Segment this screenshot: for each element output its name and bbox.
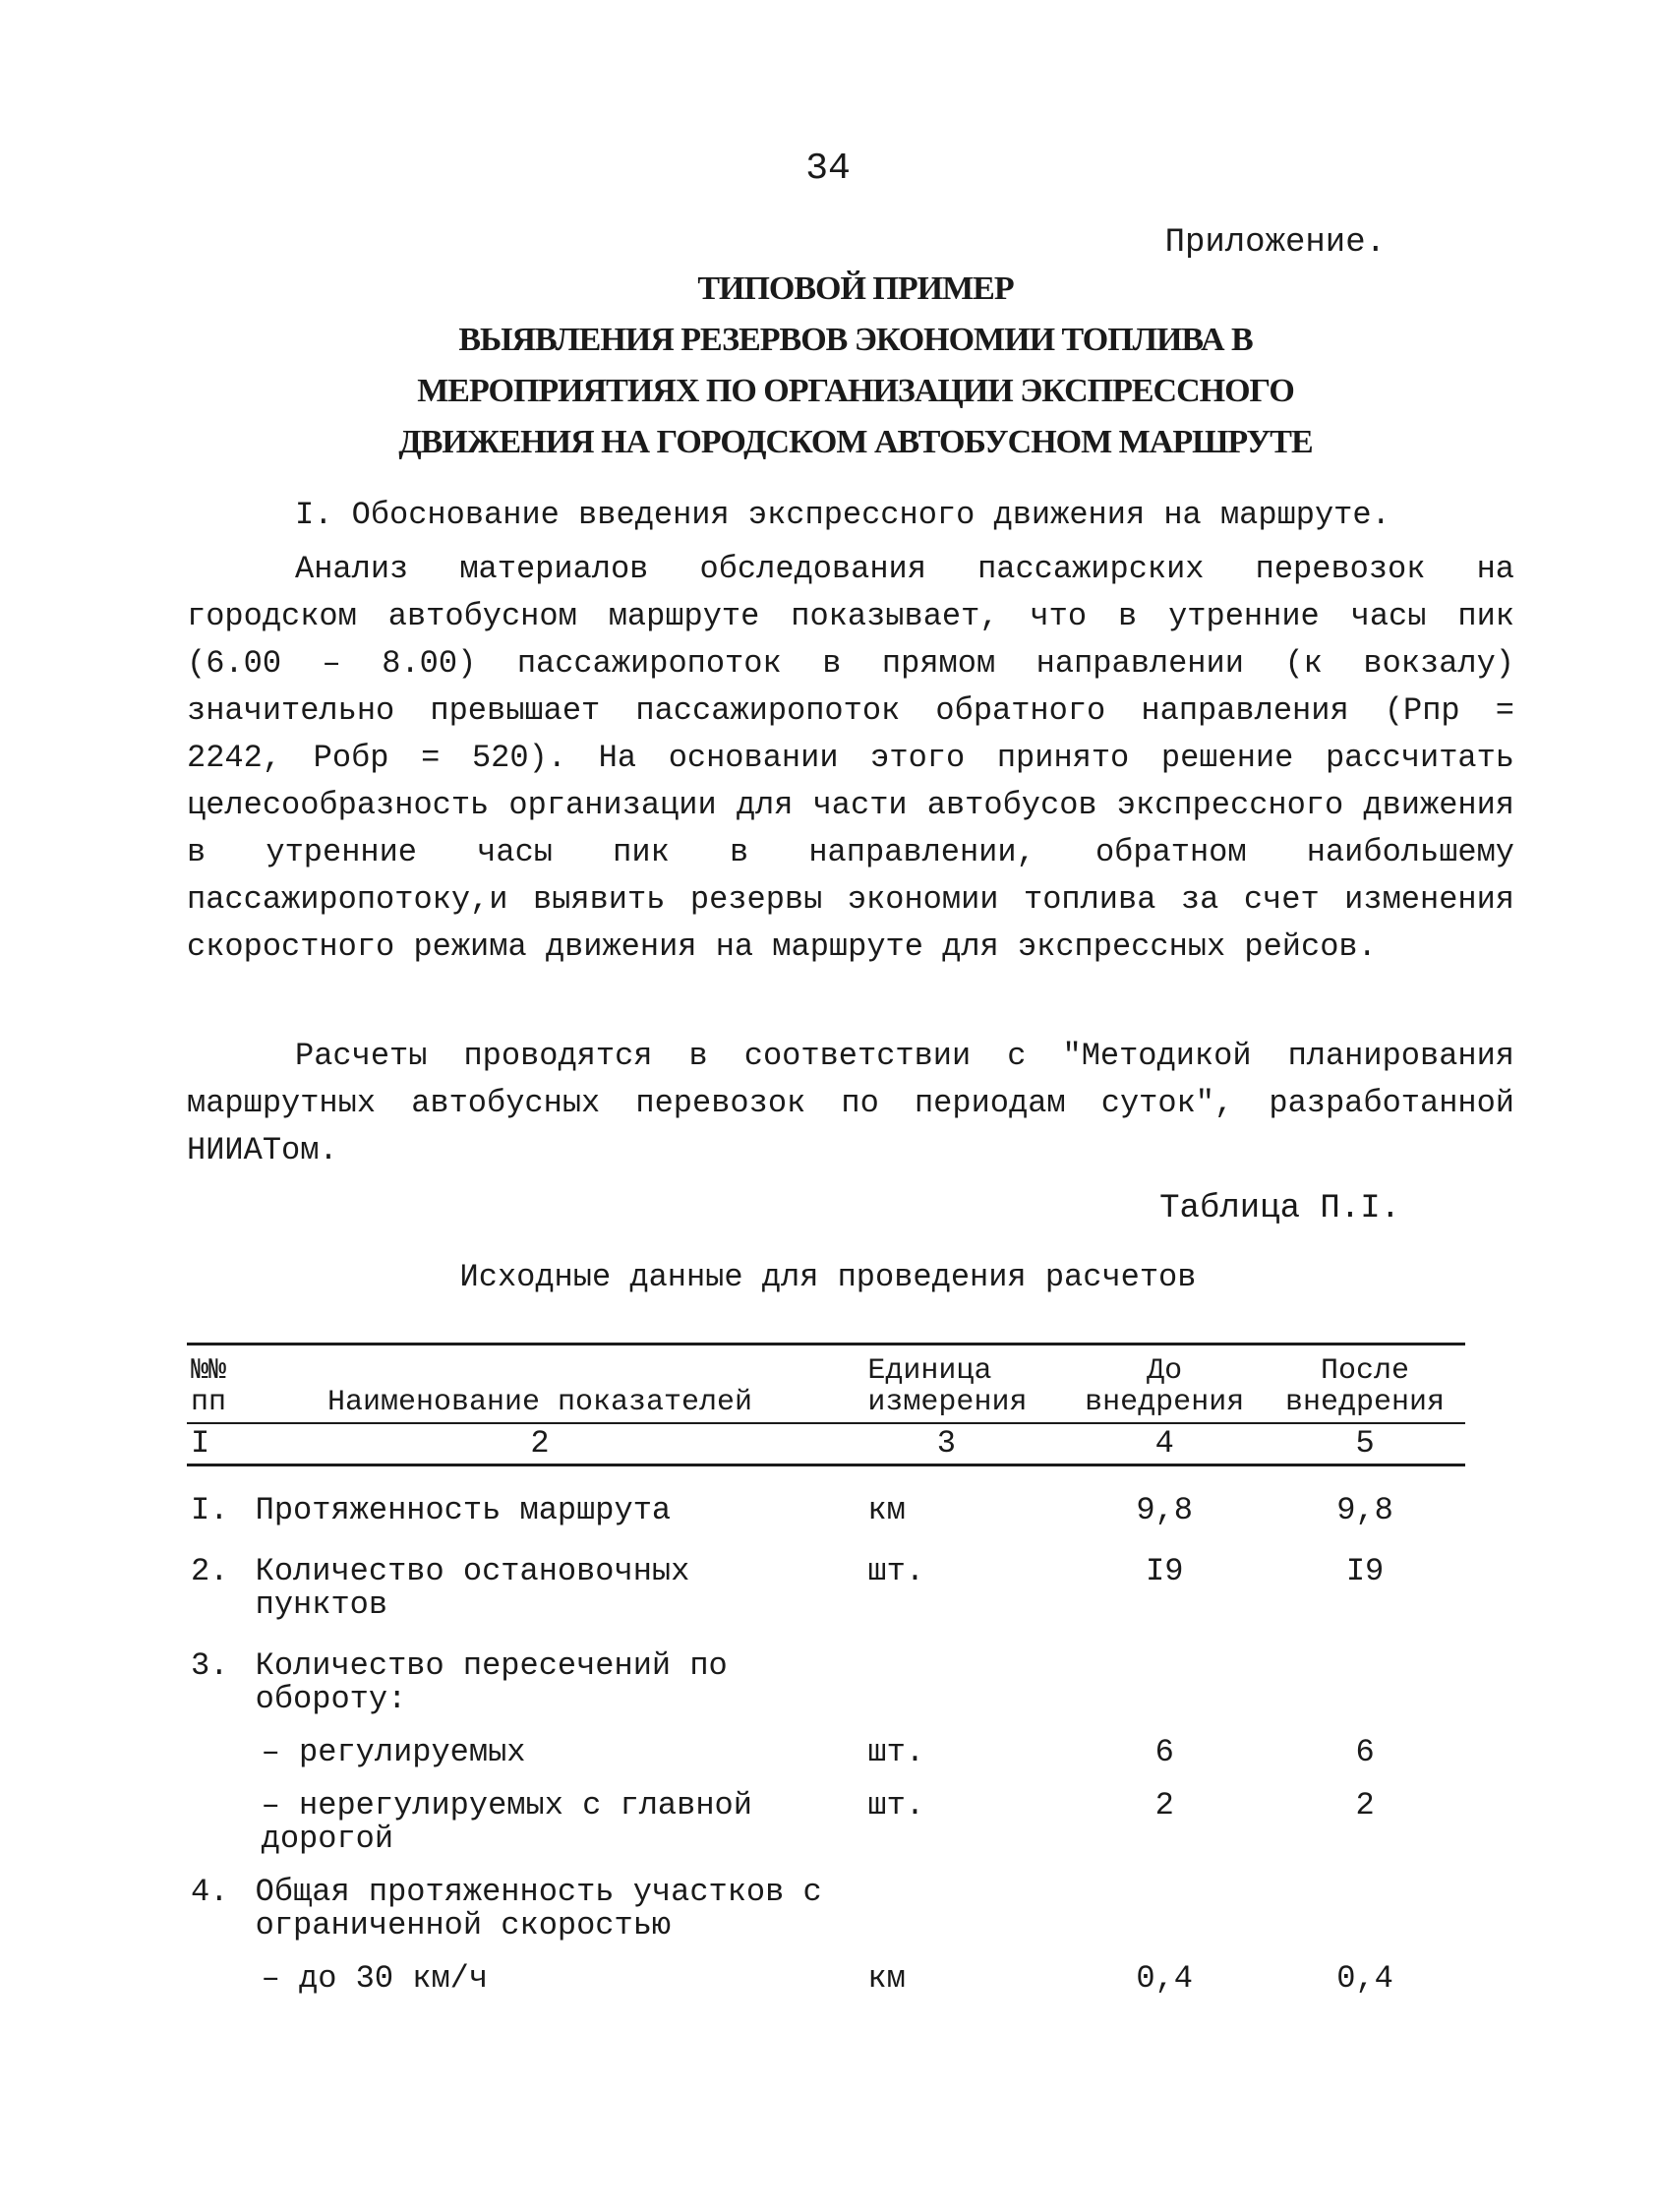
section-heading: I. Обоснование введения экспрессного движения на маршруте. (295, 497, 1390, 533)
row-before: 6 (1154, 1734, 1174, 1770)
appendix-label: Приложение. (1164, 224, 1386, 262)
title-line: МЕРОПРИЯТИЯХ ПО ОРГАНИЗАЦИИ ЭКСПРЕССНОГО (417, 373, 1294, 409)
title-line: ВЫЯВЛЕНИЯ РЕЗЕРВОВ ЭКОНОМИИ ТОПЛИВА В (458, 322, 1253, 358)
column-number-row (187, 1423, 1465, 1465)
paragraph-methodology (187, 1033, 1514, 1174)
column-number: 5 (1265, 1423, 1465, 1465)
table-subrow (187, 1769, 1465, 1856)
page-number: 34 (805, 148, 851, 190)
table-subrow (187, 1716, 1465, 1769)
row-before: 0,4 (1136, 1960, 1193, 1997)
row-unit: шт. (867, 1734, 925, 1770)
header-after: После внедрения (1265, 1345, 1465, 1424)
row-after: I9 (1345, 1553, 1385, 1589)
table-row (187, 1622, 1465, 1716)
row-name: Общая протяженность участков с ограниченной скоростью (255, 1874, 822, 1943)
table-subrow (187, 1943, 1465, 1996)
row-num (187, 1769, 252, 1856)
row-num (187, 1716, 252, 1769)
row-unit: км (867, 1960, 906, 1997)
title-line: ТИПОВОЙ ПРИМЕР (697, 270, 1014, 307)
row-before (1064, 1622, 1265, 1716)
row-name: – регулируемых (252, 1716, 829, 1769)
row-name: – до 30 км/ч (252, 1943, 829, 1996)
row-name: Количество остановочных пунктов (255, 1553, 690, 1623)
header-unit: Единица измерения (828, 1345, 1064, 1424)
paragraph-text: Расчеты проводятся в соответствии с "Методикой планирования маршрутных автобусных перевозок по периодам суток", разработанной НИИАТом. (187, 1038, 1514, 1168)
header-num: №№ пп (187, 1345, 252, 1424)
column-number: I (187, 1423, 252, 1465)
column-number: 3 (828, 1423, 1064, 1465)
table-header-row (187, 1345, 1465, 1424)
table-row (187, 1856, 1465, 1943)
row-after: 9,8 (1336, 1492, 1393, 1528)
header-before: До внедрения (1064, 1345, 1265, 1424)
row-after: 6 (1355, 1734, 1375, 1770)
row-before: 2 (1154, 1787, 1174, 1823)
row-after: 2 (1355, 1787, 1375, 1823)
row-after (1265, 1856, 1465, 1943)
source-data-table (187, 1343, 1465, 1996)
table-label: Таблица П.I. (1159, 1190, 1400, 1227)
column-number: 2 (252, 1423, 829, 1465)
header-name: Наименование показателей (252, 1345, 829, 1424)
title-line: ДВИЖЕНИЯ НА ГОРОДСКОМ АВТОБУСНОМ МАРШРУТЕ (398, 424, 1313, 460)
paragraph-analysis (187, 546, 1514, 971)
row-before: I9 (1145, 1553, 1184, 1589)
row-after (1265, 1622, 1465, 1716)
row-name: – нерегулируемых с главной дорогой (252, 1769, 829, 1856)
row-num: 2. (191, 1553, 229, 1589)
paragraph-text: Анализ материалов обследования пассажирских перевозок на городском автобусном маршруте показывает, что в утренние часы пик (6.00 – 8.00) пассажиропоток в прямом направлении (к вокзалу) значительно превышает пассажиропоток обратного направления (Pпр = 2242, Pобр = 520). На основании этого принято решение рассчитать целесообразность организации для части автобусов экспрессного движения в утренние часы пик в направлении, обратном наибольшему пассажиропотоку,и выявить резервы экономии топлива за счет изменения скоростного режима движения на маршруте для экспрессных рейсов. (187, 551, 1514, 965)
row-unit (828, 1856, 1064, 1943)
row-num (187, 1943, 252, 1996)
row-num: I. (191, 1492, 229, 1528)
row-before (1064, 1856, 1265, 1943)
row-unit: шт. (867, 1553, 925, 1589)
table-row (187, 1465, 1465, 1528)
row-num: 4. (191, 1874, 229, 1910)
row-name: Количество пересечений по обороту: (255, 1647, 728, 1717)
row-after: 0,4 (1336, 1960, 1393, 1997)
row-before: 9,8 (1136, 1492, 1193, 1528)
row-num: 3. (191, 1647, 229, 1684)
row-unit: км (867, 1492, 906, 1528)
column-number: 4 (1064, 1423, 1265, 1465)
document-title (354, 264, 1357, 468)
row-unit: шт. (867, 1787, 925, 1823)
table-caption: Исходные данные для проведения расчетов (459, 1259, 1197, 1295)
table-row (187, 1527, 1465, 1622)
row-name: Протяженность маршрута (255, 1492, 672, 1528)
row-unit (828, 1622, 1064, 1716)
